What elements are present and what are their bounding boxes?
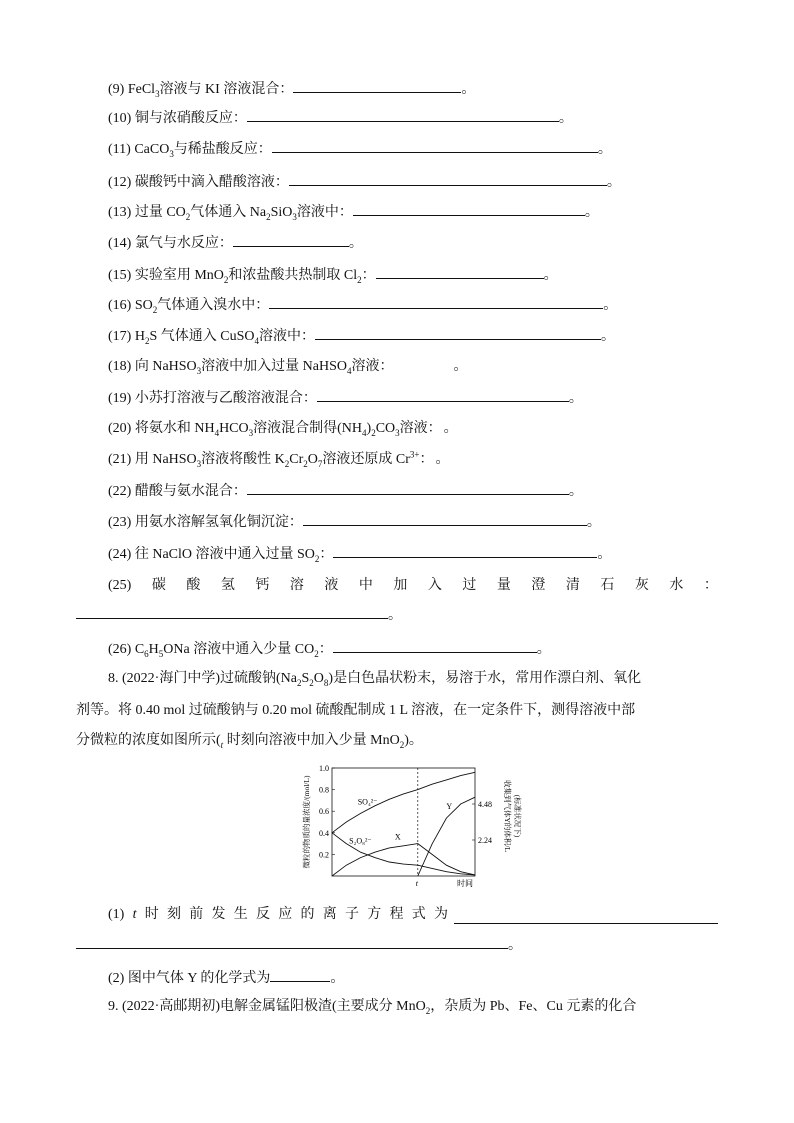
- text-run: 9. (2022·高邮期初)电解金属锰阳极渣(主要成分 MnO: [108, 999, 426, 1014]
- item-number: (13): [108, 205, 135, 220]
- text-run: ：: [361, 268, 376, 283]
- q8-sub2: [108, 969, 344, 988]
- q8-line1: [108, 670, 718, 688]
- text-run: H: [148, 642, 159, 657]
- answer-blank[interactable]: [247, 482, 569, 495]
- question-item-26: [108, 640, 551, 659]
- chem-index: 3: [395, 427, 400, 438]
- char: 应: [278, 907, 293, 922]
- chem-index: 2: [314, 648, 319, 659]
- chem-index: 4: [347, 365, 352, 376]
- chem-index: 2: [223, 274, 229, 285]
- text-run: 醋酸与氨水混合：: [134, 484, 247, 499]
- question-item: [108, 296, 617, 315]
- text-run: 氯气与水反应：: [134, 236, 233, 251]
- char: 石: [600, 578, 615, 593]
- text-run: FeCl: [127, 82, 156, 97]
- end-mark: 。: [435, 452, 450, 467]
- char: 水: [669, 578, 684, 593]
- answer-blank[interactable]: [272, 140, 598, 153]
- char: 中: [358, 578, 373, 593]
- series-label-2: X: [394, 832, 401, 842]
- answer-blank[interactable]: [454, 911, 718, 924]
- item-number: (18): [108, 359, 135, 374]
- question-item: [108, 482, 583, 501]
- x-axis-label: 时间: [457, 879, 473, 888]
- question-item: [108, 80, 475, 99]
- text-run: 小苏打溶液与乙酸溶液混合：: [134, 391, 317, 406]
- text-run: 溶液与 KI 溶液混合：: [159, 82, 294, 97]
- text-run: ：: [318, 642, 333, 657]
- question-item-25-cont: [76, 606, 718, 625]
- text-run: 溶液中加入过量 NaHSO: [201, 359, 348, 374]
- text-run: HCO: [219, 421, 249, 436]
- end-mark: 。: [543, 268, 558, 283]
- chem-index: 3: [196, 458, 202, 469]
- question-item-25: [108, 577, 718, 595]
- text-run: SO: [134, 298, 153, 313]
- item-number: (14): [108, 236, 135, 251]
- text-run: 用 NaHSO: [134, 452, 197, 467]
- char: 入: [427, 578, 442, 593]
- question-item: [108, 266, 558, 285]
- series-line-2: [332, 844, 475, 876]
- chem-index: 3: [155, 88, 160, 99]
- text-run: 8. (2022·海门中学)过硫酸钠(Na: [108, 671, 297, 686]
- y-tick-label-left: 0.4: [319, 828, 329, 838]
- y-tick-label-right: 2.24: [478, 836, 492, 845]
- item-number: (9): [108, 82, 128, 97]
- question-item: [108, 545, 611, 564]
- item-number: (17): [108, 329, 135, 344]
- answer-blank[interactable]: [247, 109, 559, 122]
- q8-line3: [76, 732, 718, 750]
- text-run: 用氨水溶解氢氧化铜沉淀：: [134, 515, 303, 530]
- char: (1): [108, 907, 125, 922]
- chem-index: 8: [323, 677, 329, 688]
- end-mark: 。: [536, 642, 551, 657]
- text-run: O: [313, 671, 324, 686]
- question-item: [108, 173, 621, 192]
- text-run: 溶液混合制得(NH: [253, 421, 363, 436]
- chem-index: 4: [214, 427, 220, 438]
- text-run: 时刻向溶液中加入少量 MnO: [223, 733, 400, 748]
- chem-index: 2: [425, 1005, 431, 1016]
- text-run: O: [307, 452, 318, 467]
- item-number: (22): [108, 484, 135, 499]
- chem-index: 2: [357, 274, 362, 285]
- char: 澄: [531, 578, 546, 593]
- plot-frame: [332, 768, 475, 876]
- end-mark: 。: [443, 421, 458, 436]
- end-mark: 。: [586, 515, 601, 530]
- char: t: [132, 907, 137, 922]
- chem-index: 3: [248, 427, 254, 438]
- end-mark: 。: [568, 484, 583, 499]
- char: 溶: [289, 578, 304, 593]
- chem-index: 3: [169, 148, 174, 159]
- question-item: [108, 358, 468, 376]
- item-number: (23): [108, 515, 135, 530]
- answer-blank[interactable]: [270, 969, 330, 982]
- y-tick-label-left: 0.2: [319, 850, 329, 860]
- text-run: 向 NaHSO: [134, 359, 197, 374]
- char: 方: [367, 907, 382, 922]
- y-axis-title-right: 收集到气体Y的体积/L: [503, 779, 512, 853]
- chem-index: 2: [314, 553, 320, 564]
- q8-sub1-text: [108, 906, 448, 924]
- char: 钙: [255, 578, 270, 593]
- text-run: 和浓盐酸共热制取 Cl: [228, 268, 358, 283]
- y-axis-title-right-note: (标准状况下): [513, 794, 522, 838]
- chem-index: 4: [254, 335, 259, 346]
- item-number: (19): [108, 391, 135, 406]
- answer-blank[interactable]: [376, 266, 544, 279]
- chem-index: 3: [196, 365, 202, 376]
- chem-index: 3: [292, 211, 297, 222]
- y-axis-title-left: 微粒的物质的量浓度/(mol/L): [302, 775, 311, 869]
- text-run: ONa 溶液中通入少量 CO: [163, 642, 315, 657]
- text-run: 碳酸钙中滴入醋酸溶液：: [134, 175, 289, 190]
- chem-index: 3+: [409, 449, 420, 460]
- question-item: [108, 327, 615, 346]
- answer-blank[interactable]: [293, 80, 461, 93]
- item-number: (15): [108, 268, 135, 283]
- chem-index: 2: [152, 304, 158, 315]
- char: 加: [393, 578, 408, 593]
- chem-index: 4: [362, 427, 367, 438]
- text-run: 将氨水和 NH: [134, 421, 215, 436]
- chem-index: 2: [266, 211, 271, 222]
- text-run: )是白色晶状粉末，易溶于水，常用作漂白剂、氧化: [328, 671, 642, 686]
- question-item: [108, 513, 601, 532]
- answer-blank[interactable]: [315, 327, 601, 340]
- question-item: [108, 234, 363, 253]
- char: 刻: [166, 907, 181, 922]
- char: 灰: [634, 578, 649, 593]
- end-mark: 。: [597, 547, 612, 562]
- chem-index: 2: [144, 335, 150, 346]
- item-number: (16): [108, 298, 135, 313]
- chem-index: 6: [144, 648, 149, 659]
- text-run: ：: [319, 547, 334, 562]
- item-number: (11): [108, 142, 135, 157]
- text-run: 实验室用 MnO: [134, 268, 224, 283]
- answer-blank[interactable]: [317, 389, 569, 402]
- text-run: ): [366, 421, 372, 436]
- item-number: (10): [108, 111, 135, 126]
- text-run: 溶液中：: [296, 205, 353, 220]
- char: 为: [433, 907, 448, 922]
- answer-blank[interactable]: [333, 640, 537, 653]
- chem-index: 2: [303, 458, 308, 469]
- char: 清: [565, 578, 580, 593]
- chem-index: t: [220, 739, 224, 750]
- item-number: (21): [108, 452, 135, 467]
- text-run: 往 NaClO 溶液中通入过量 SO: [134, 547, 315, 562]
- y-tick-label-left: 1.0: [319, 764, 329, 773]
- t-marker-label: t: [415, 879, 419, 888]
- chem-index: 2: [371, 427, 376, 438]
- text-run: (2) 图中气体 Y 的化学式为: [108, 971, 271, 986]
- text-run: 气体通入溴水中：: [157, 298, 270, 313]
- char: 生: [233, 907, 248, 922]
- text-run: CO: [375, 421, 396, 436]
- end-mark: 。: [584, 205, 599, 220]
- end-mark: 。: [603, 298, 618, 313]
- concentration-chart: [300, 756, 520, 901]
- text-run: 过量 CO: [134, 205, 186, 220]
- q8-sub1: [108, 906, 718, 924]
- chem-index: 2: [296, 677, 302, 688]
- char: 式: [411, 907, 426, 922]
- y-tick-label-left: 0.8: [319, 785, 329, 795]
- item-number: (12): [108, 175, 135, 190]
- end-mark: 。: [597, 142, 612, 157]
- char: 过: [462, 578, 477, 593]
- answer-blank[interactable]: [303, 513, 587, 526]
- text-run: ：: [419, 452, 434, 467]
- char: 前: [189, 907, 204, 922]
- series-label-0: SO₄²⁻: [357, 797, 378, 807]
- series-label-3: Y: [446, 802, 453, 812]
- text-run: 分微粒的浓度如图所示(: [76, 733, 221, 748]
- question-item: [108, 109, 573, 128]
- answer-blank[interactable]: [353, 203, 585, 216]
- item-number: (24): [108, 547, 135, 562]
- text-run: ，杂质为 Pb、Fe、Cu 元素的化合: [430, 999, 637, 1014]
- answer-blank[interactable]: [233, 234, 349, 247]
- end-mark: 。: [388, 608, 402, 623]
- char: 程: [389, 907, 404, 922]
- q8-sub1-cont: [76, 936, 718, 955]
- chem-index: 2: [284, 458, 290, 469]
- end-mark: 。: [606, 175, 621, 190]
- end-mark: 。: [508, 938, 522, 953]
- char: 量: [496, 578, 511, 593]
- question-item: [108, 451, 450, 469]
- char: 时: [144, 907, 159, 922]
- end-mark: 。: [600, 329, 615, 344]
- q8-line2: 剂等。将 0.40 mol 过硫酸钠与 0.20 mol 硫酸配制成 1 L 溶液，在一定条件下，测得溶液中部: [76, 703, 636, 718]
- text-run: SiO: [270, 205, 293, 220]
- char: 的: [300, 907, 315, 922]
- end-mark: 。: [330, 971, 345, 986]
- question-item: [108, 140, 612, 159]
- text-run: 溶液：: [351, 359, 394, 374]
- series-line-0: [332, 772, 475, 833]
- series-label-1: S₂O₈²⁻: [349, 836, 372, 846]
- text-run: 溶液中：: [258, 329, 315, 344]
- answer-blank[interactable]: [76, 936, 508, 949]
- chart-svg: [300, 756, 520, 896]
- text-run: CaCO: [134, 142, 170, 157]
- char: 子: [344, 907, 359, 922]
- text-run: S: [301, 671, 310, 686]
- text-run: )。: [404, 733, 423, 748]
- text-run: H: [134, 329, 145, 344]
- y-tick-label-right: 4.48: [478, 800, 492, 809]
- char: ：: [703, 578, 718, 593]
- end-mark: 。: [568, 391, 583, 406]
- text-run: 溶液将酸性 K: [201, 452, 285, 467]
- q9-line1: [108, 998, 728, 1016]
- text-run: 气体通入 Na: [190, 205, 267, 220]
- end-mark: 。: [348, 236, 363, 251]
- text-run: 溶液还原成 Cr: [322, 452, 410, 467]
- chem-index: 2: [399, 739, 405, 750]
- question-item: [108, 389, 583, 408]
- text-run: 与稀盐酸反应：: [173, 142, 272, 157]
- text-run: 溶液：: [399, 421, 442, 436]
- char: (25): [108, 578, 132, 593]
- text-run: 铜与浓硝酸反应：: [134, 111, 247, 126]
- answer-blank[interactable]: [269, 296, 603, 309]
- question-item: [108, 420, 458, 438]
- char: 碳: [151, 578, 166, 593]
- text-run: S 气体通入 CuSO: [149, 329, 255, 344]
- end-mark: 。: [453, 359, 468, 374]
- char: 反: [255, 907, 270, 922]
- char: 发: [211, 907, 226, 922]
- answer-blank[interactable]: [76, 606, 388, 619]
- end-mark: 。: [461, 82, 476, 97]
- chem-index: 5: [158, 648, 164, 659]
- answer-blank[interactable]: [289, 173, 607, 186]
- answer-blank[interactable]: [333, 545, 597, 558]
- char: 液: [324, 578, 339, 593]
- item-number: (26): [108, 642, 135, 657]
- item-number: (20): [108, 421, 135, 436]
- char: 酸: [186, 578, 201, 593]
- question-item: [108, 203, 599, 222]
- end-mark: 。: [558, 111, 573, 126]
- char: 氢: [220, 578, 235, 593]
- text-run: C: [134, 642, 145, 657]
- char: 离: [322, 907, 337, 922]
- chem-index: 2: [309, 677, 314, 688]
- chem-index: 7: [317, 458, 323, 469]
- y-tick-label-left: 0.6: [319, 807, 329, 817]
- chem-index: 2: [185, 211, 191, 222]
- text-run: Cr: [289, 452, 304, 467]
